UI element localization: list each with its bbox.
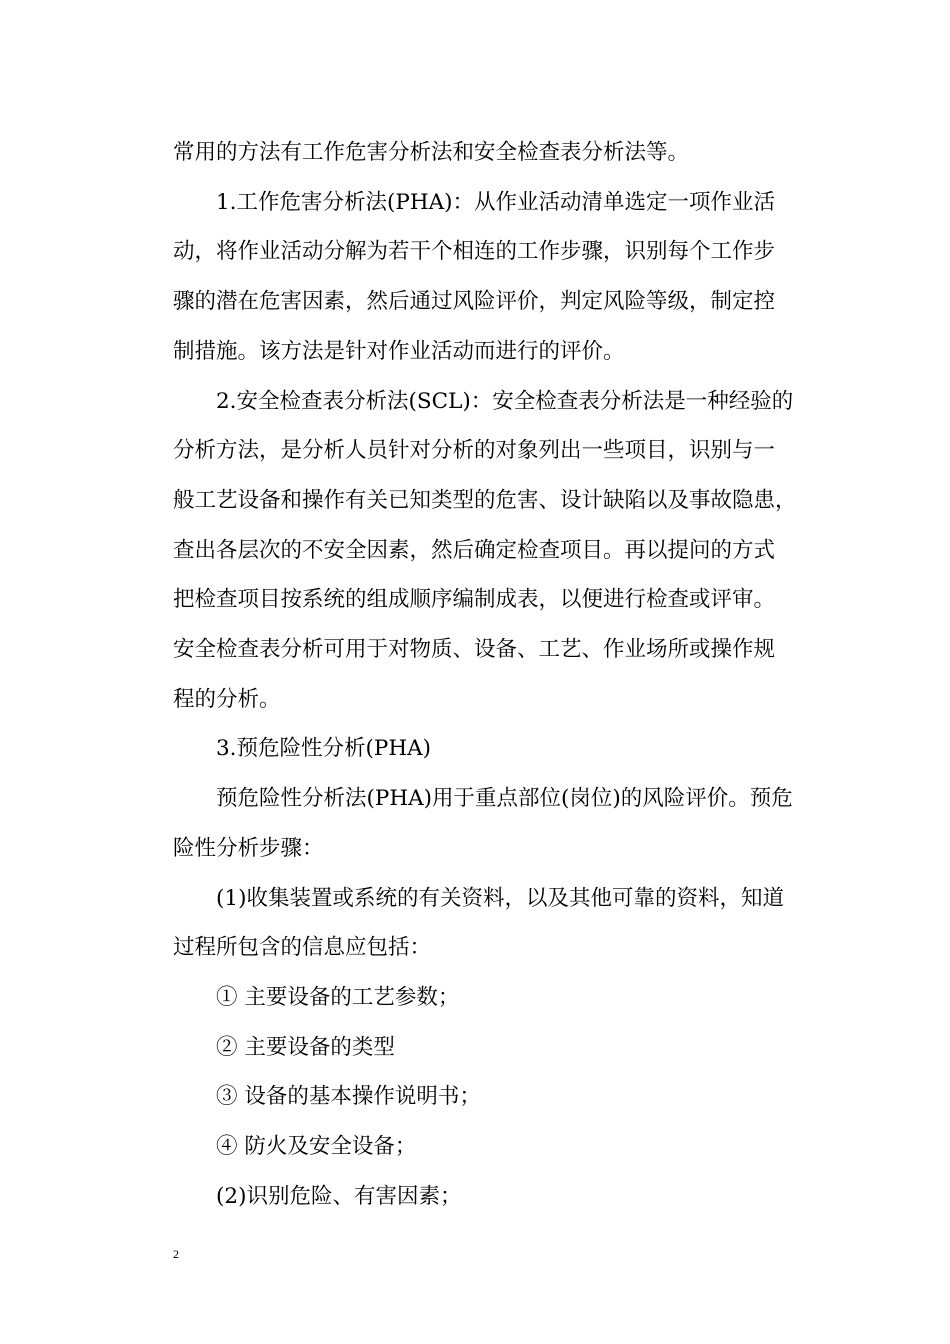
list-item-3: ③ 设备的基本操作说明书； [173, 1084, 481, 1110]
document-body [173, 128, 813, 1221]
page-number: 2 [173, 1247, 179, 1261]
paragraph-scl-method: 2.安全检查表分析法(SCL)：安全检查表分析法是一种经验的 分析方法，是分析人员针对分析的对象列出一些项目，识别与一 般工艺设备和操作有关已知类型的危害、设计缺陷以及事故隐患， 查出各层次的不安全因素，然后确定检查项目。再以提问的方式 把检查项目按系统的组成顺序编制成表，以便进行检查或评审。 安全检查表分析可用于对物质、设备、工艺、作业场所或操作规 程的分析。 [173, 388, 797, 712]
paragraph-pha-method: 1.工作危害分析法(PHA)：从作业活动清单选定一项作业活 动，将作业活动分解为若干个相连的工作步骤，识别每个工作步 骤的潜在危害因素，然后通过风险评价，判定风险等级，制定控 制措施。该方法是针对作业活动而进行的评价。 [173, 189, 776, 364]
list-item-4: ④ 防火及安全设备； [173, 1134, 417, 1160]
paragraph-step-2: (2)识别危险、有害因素； [173, 1183, 462, 1209]
paragraph-step-1: (1)收集装置或系统的有关资料，以及其他可靠的资料，知道 过程所包含的信息应包括： [173, 885, 784, 961]
list-item-1: ① 主要设备的工艺参数； [173, 984, 460, 1010]
paragraph-preliminary-hazard-intro: 预危险性分析法(PHA)用于重点部位(岗位)的风险评价。预危 险性分析步骤： [173, 786, 793, 861]
paragraph-preliminary-hazard-heading: 3.预危险性分析(PHA) [173, 736, 432, 762]
paragraph-intro: 常用的方法有工作危害分析法和安全检查表分析法等。 [173, 140, 690, 165]
list-item-2: ② 主要设备的类型 [173, 1034, 395, 1060]
